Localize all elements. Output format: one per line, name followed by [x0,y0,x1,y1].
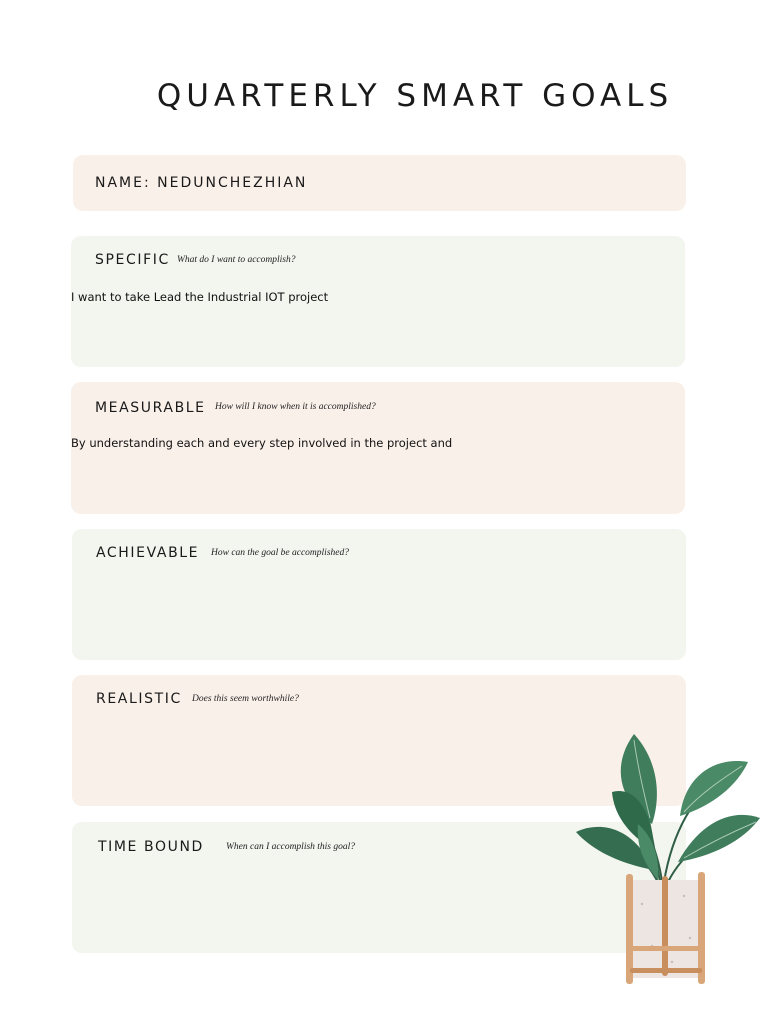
section-title: REALISTIC [96,691,182,707]
section-title: SPECIFIC [95,252,170,268]
page-title: QUARTERLY SMART GOALS [156,78,674,114]
section-hint: How will I know when it is accomplished? [215,402,376,412]
section-achievable[interactable] [72,529,686,660]
name-label: NAME: NEDUNCHEZHIAN [95,175,308,191]
section-hint: What do I want to accomplish? [177,255,296,265]
potted-plant-icon [572,724,768,994]
section-measurable[interactable] [71,382,685,514]
section-title: TIME BOUND [98,839,204,855]
section-title: ACHIEVABLE [96,545,200,561]
section-answer[interactable]: By understanding each and every step involved in the project and [71,436,453,450]
section-hint: When can I accomplish this goal? [226,842,356,852]
section-hint: How can the goal be accomplished? [211,548,349,558]
section-hint: Does this seem worthwhile? [192,694,299,704]
section-specific[interactable] [71,236,685,367]
name-field[interactable] [73,155,686,211]
section-title: MEASURABLE [95,400,206,416]
section-answer[interactable]: I want to take Lead the Industrial IOT project [71,290,329,304]
